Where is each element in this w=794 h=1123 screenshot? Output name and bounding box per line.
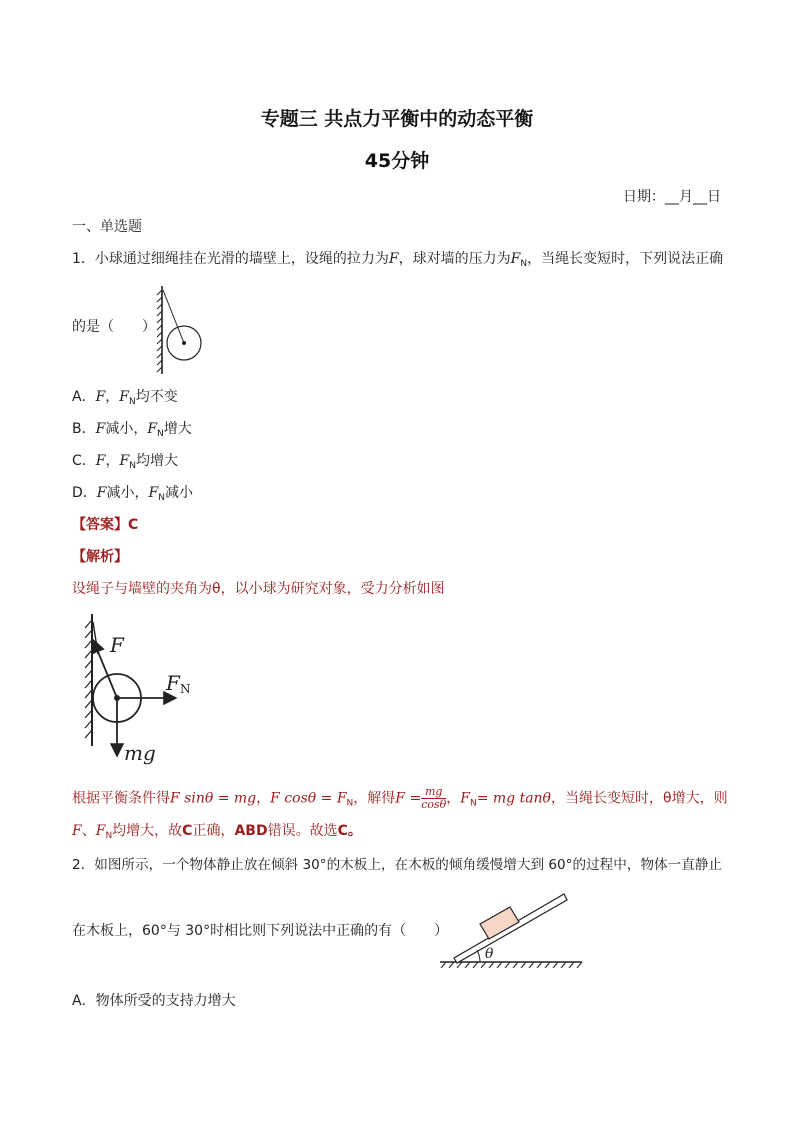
incline-board-figure — [436, 888, 586, 972]
q1-stem-line1: 1．小球通过细绳挂在光滑的墙壁上，设绳的拉力为F，球对墙的压力为$F_N$，当绳长变短时，下列说法正确 — [72, 251, 724, 269]
q1-analysis-label: 【解析】 — [72, 549, 128, 565]
q1-option-a[interactable]: A．F，$F_N$均不变 — [72, 389, 178, 407]
q2-stem-line2: 在木板上，60°与 30°时相比则下列说法中正确的有（ ） — [72, 923, 449, 939]
q1-option-c[interactable]: C．F，$F_N$均增大 — [72, 453, 178, 471]
page-title: 专题三 共点力平衡中的动态平衡 — [260, 108, 534, 130]
q1-equation-line: 根据平衡条件得F sinθ = mg，F $\cos\theta = F_N$，解得F = $\frac{mg}{\cos\theta}$ ，$F_N=$ mg tanθ，当绳长变短时，θ增大，则 — [72, 785, 728, 811]
q1-wall-ball-figure — [148, 282, 208, 378]
diagram-label-FN: F — [166, 671, 180, 695]
diagram-label-F: F — [110, 633, 124, 657]
page-subtitle: 45分钟 — [364, 150, 430, 172]
force-diagram — [70, 610, 210, 770]
diagram-label-mg: mg — [124, 741, 156, 765]
fraction-mg-cos: $\frac{mg}{\cos\theta}$ — [421, 785, 447, 811]
q1-analysis-line1: 设绳子与墙壁的夹角为θ，以小球为研究对象，受力分析如图 — [72, 581, 445, 597]
q1-answer: 【答案】C — [72, 517, 139, 533]
q2-stem-line1: 2．如图所示，一个物体静止放在倾斜 30°的木板上，在木板的倾角缓慢增大到 60°的过程中，物体一直静止 — [72, 857, 723, 873]
q1-conclusion: F、$F_N$均增大，故C正确，ABD错误。故选C。 — [72, 823, 362, 841]
q1-stem-line2: 的是（ ） — [72, 319, 156, 335]
diagram-label-FN-sub: N — [180, 682, 191, 696]
incline-angle-label: θ — [485, 946, 494, 962]
q1-option-b[interactable]: B．F减小，$F_N$增大 — [72, 421, 192, 439]
date-field: 日期：__月__日 — [623, 189, 721, 205]
section-heading: 一、单选题 — [72, 219, 142, 235]
q1-option-d[interactable]: D．F减小，$F_N$减小 — [72, 485, 193, 503]
q2-option-a[interactable]: A．物体所受的支持力增大 — [72, 993, 236, 1009]
